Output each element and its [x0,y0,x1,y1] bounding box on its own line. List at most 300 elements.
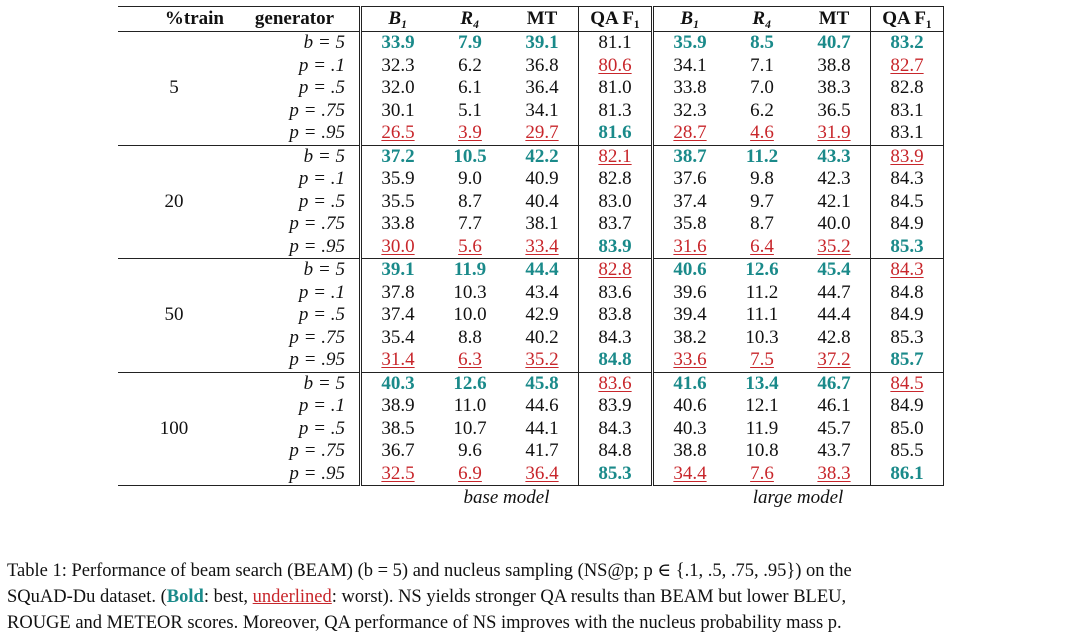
value-cell [653,213,727,236]
value-text: 84.9 [890,395,924,416]
value-text: 35.4 [381,326,415,348]
value-text: 38.8 [673,440,707,461]
value-text: 39.4 [673,304,707,325]
value-text: 38.5 [381,417,415,439]
col-header-mt-large: MT [798,7,871,32]
value-cell [726,327,798,350]
col-header-r4-base: R₄ [434,7,506,32]
generator-cell: p = .1 [230,282,361,305]
value-text: 43.4 [525,281,559,303]
value-cell [871,282,944,305]
value-cell [579,32,653,55]
value-text: 82.8 [598,259,632,280]
value-cell [871,372,944,395]
train-percent-cell: 50 [164,304,184,325]
value-cell [506,349,579,372]
table-row [118,122,944,145]
value-text: 46.7 [817,372,851,394]
col-header-qa-base: QA F₁ [579,7,653,32]
value-text: 10.5 [453,145,487,167]
value-cell [798,372,871,395]
generator-cell: b = 5 [230,259,361,282]
value-cell [798,122,871,145]
value-cell [506,213,579,236]
value-text: 37.2 [817,349,851,370]
value-text: 42.3 [817,168,851,189]
value-text: 40.7 [817,32,851,53]
value-text: 33.6 [673,349,707,370]
value-cell [726,259,798,282]
value-text: 7.9 [458,32,482,53]
value-cell [434,122,506,145]
value-cell [579,145,653,168]
value-cell [653,463,727,486]
value-cell [726,77,798,100]
table-row [118,191,944,214]
generator-cell: p = .5 [230,191,361,214]
value-cell [579,191,653,214]
value-cell [653,236,727,259]
value-cell [871,463,944,486]
value-cell [579,259,653,282]
table-row [118,213,944,236]
col-header-qa-large: QA F₁ [871,7,944,32]
value-cell [871,327,944,350]
value-text: 40.6 [673,259,707,280]
value-cell [653,327,727,350]
value-text: 84.8 [598,440,632,461]
value-cell [361,327,435,350]
value-text: 80.6 [598,54,632,76]
value-cell [653,191,727,214]
value-cell [871,32,944,55]
value-cell [361,213,435,236]
value-cell [726,304,798,327]
value-text: 81.1 [598,32,632,53]
value-text: 83.1 [890,122,924,143]
value-text: 84.3 [890,168,924,189]
value-cell [798,32,871,55]
value-cell [434,372,506,395]
value-cell [361,440,435,463]
value-cell [579,372,653,395]
generator-cell: p = .75 [230,327,361,350]
table-caption [7,558,1073,636]
value-text: 33.4 [525,235,559,257]
value-text: 44.6 [525,395,559,416]
results-body [118,32,944,511]
value-cell [361,32,435,55]
value-cell [434,395,506,418]
value-cell [579,282,653,305]
generator-cell: p = .1 [230,168,361,191]
value-cell [361,100,435,123]
value-text: 3.9 [458,122,482,143]
value-text: 37.2 [381,145,415,167]
generator-cell: p = .75 [230,100,361,123]
value-text: 83.6 [598,372,632,394]
value-cell [726,349,798,372]
train-percent-cell: 5 [169,77,179,98]
value-text: 42.1 [817,190,851,212]
value-text: 36.8 [525,54,559,76]
value-text: 6.9 [458,462,482,484]
value-cell [434,145,506,168]
value-cell [506,440,579,463]
value-text: 38.2 [673,326,707,348]
value-text: 28.7 [673,122,707,143]
value-text: 7.1 [750,54,774,76]
results-table [118,6,944,510]
table-row [118,304,944,327]
value-text: 8.7 [750,213,774,234]
value-text: 5.6 [458,235,482,257]
value-cell [434,327,506,350]
value-text: 38.1 [525,213,559,234]
value-cell [361,55,435,78]
value-text: 40.3 [381,372,415,394]
header-row [118,7,944,32]
value-cell [871,304,944,327]
value-text: 33.9 [381,32,415,53]
train-percent-cell [118,122,230,145]
model-label-row [118,486,944,511]
table-row [118,327,944,350]
value-text: 11.9 [745,417,779,439]
value-cell [726,32,798,55]
value-cell [798,440,871,463]
value-cell [871,55,944,78]
value-text: 46.1 [817,395,851,416]
value-cell [579,418,653,441]
train-percent-cell [118,236,230,259]
train-percent-cell [118,145,230,168]
value-text: 40.0 [817,213,851,234]
value-text: 45.8 [525,372,559,394]
value-text: 38.7 [673,145,707,167]
value-cell [506,145,579,168]
value-text: 81.0 [598,77,632,98]
value-cell [579,213,653,236]
value-text: 82.8 [890,77,924,98]
value-text: 9.0 [458,168,482,189]
value-text: 37.4 [381,304,415,325]
train-percent-cell [118,349,230,372]
value-text: 45.4 [817,259,851,280]
caption-text: : best, [203,587,253,607]
train-percent-cell [118,32,230,55]
value-cell [361,304,435,327]
table-row [118,77,944,100]
value-cell [871,213,944,236]
value-cell [579,304,653,327]
value-text: 35.2 [817,235,851,257]
value-cell [506,168,579,191]
value-cell [798,395,871,418]
value-text: 35.9 [673,32,707,53]
value-cell [653,304,727,327]
value-cell [506,372,579,395]
value-text: 8.8 [458,326,482,348]
generator-cell: p = .5 [230,304,361,327]
value-text: 86.1 [890,462,924,484]
value-cell [798,191,871,214]
caption-text: ) (b = 5) and nucleus sampling ( [346,561,584,581]
value-cell [726,282,798,305]
value-cell [726,418,798,441]
value-cell [579,236,653,259]
value-text: 12.1 [745,395,779,416]
value-cell [726,213,798,236]
value-text: 36.7 [381,440,415,461]
table-row [118,259,944,282]
value-text: 40.6 [673,395,707,416]
value-cell [506,77,579,100]
generator-cell: p = .95 [230,463,361,486]
value-text: 84.9 [890,213,924,234]
value-text: 84.3 [890,259,924,280]
table-row [118,32,944,55]
value-text: 84.9 [890,304,924,325]
value-text: 10.8 [745,440,779,461]
value-text: 40.2 [525,326,559,348]
value-text: 40.4 [525,190,559,212]
value-cell [506,327,579,350]
value-text: 6.4 [750,235,774,257]
value-cell [434,440,506,463]
value-cell [361,145,435,168]
generator-cell: b = 5 [230,32,361,55]
value-text: 11.2 [745,145,779,167]
blank-cell [118,486,230,511]
value-text: 43.3 [817,145,851,167]
value-text: 38.8 [817,54,851,76]
value-text: 35.8 [673,213,707,234]
value-text: 13.4 [745,372,779,394]
value-cell [653,259,727,282]
train-percent-cell [118,55,230,78]
value-text: 11.0 [453,395,487,416]
value-cell [434,304,506,327]
value-cell [434,349,506,372]
value-cell [434,191,506,214]
value-cell [726,395,798,418]
train-percent-cell [118,259,230,282]
value-cell [653,395,727,418]
value-cell [506,122,579,145]
value-text: 83.8 [598,304,632,325]
value-text: 39.1 [525,32,559,53]
value-cell [579,395,653,418]
value-cell [653,168,727,191]
value-cell [434,32,506,55]
table-row [118,418,944,441]
value-text: 35.5 [381,190,415,212]
value-text: 84.3 [598,417,632,439]
generator-cell: p = .5 [230,418,361,441]
value-text: 30.0 [381,235,415,257]
col-header-mt-base: MT [506,7,579,32]
generator-cell: p = .95 [230,122,361,145]
generator-cell: p = .5 [230,77,361,100]
value-cell [798,55,871,78]
value-text: 10.3 [453,281,487,303]
value-cell [434,168,506,191]
value-text: 44.4 [817,304,851,325]
value-cell [506,236,579,259]
caption-text: @p; p ∈ {.1, .5, .75, .95}) on the [607,561,852,581]
value-cell [579,55,653,78]
value-text: 5.1 [458,99,482,121]
value-text: 38.3 [817,462,851,484]
value-text: 36.4 [525,462,559,484]
value-cell [361,463,435,486]
value-cell [653,418,727,441]
value-text: 84.3 [598,326,632,348]
value-cell [653,100,727,123]
value-cell [434,213,506,236]
value-cell [434,77,506,100]
value-text: 31.6 [673,235,707,257]
value-cell [361,191,435,214]
value-cell [653,372,727,395]
value-cell [653,55,727,78]
value-text: 32.3 [381,54,415,76]
value-cell [579,349,653,372]
value-cell [361,372,435,395]
value-cell [726,168,798,191]
value-text: 85.0 [890,417,924,439]
value-text: 42.9 [525,304,559,325]
caption-text: ROUGE and METEOR scores. Moreover, QA performance of NS improves with the nucleus probability mass p. [7,613,842,633]
value-text: 85.3 [890,235,924,257]
value-cell [871,77,944,100]
value-cell [726,145,798,168]
value-cell [579,168,653,191]
value-cell [434,418,506,441]
value-cell [361,259,435,282]
value-text: 6.2 [458,54,482,76]
value-text: 37.4 [673,190,707,212]
value-text: 26.5 [381,122,415,143]
col-header-b1-base: B₁ [361,7,435,32]
value-cell [506,304,579,327]
value-cell [579,440,653,463]
train-percent-cell [118,282,230,305]
value-text: 37.6 [673,168,707,189]
value-cell [361,236,435,259]
train-percent-cell [118,327,230,350]
value-text: 11.1 [745,304,779,325]
value-text: 42.2 [525,145,559,167]
value-text: 85.3 [890,326,924,348]
value-cell [871,100,944,123]
value-text: 11.9 [453,259,487,280]
value-text: 31.9 [817,122,851,143]
table-row [118,145,944,168]
value-cell [871,418,944,441]
value-text: 33.8 [381,213,415,234]
value-cell [726,191,798,214]
value-cell [506,463,579,486]
generator-cell: p = .95 [230,236,361,259]
value-text: 82.7 [890,54,924,76]
table-row [118,282,944,305]
value-text: 38.9 [381,395,415,416]
train-percent-cell: 20 [164,190,184,212]
value-text: 83.2 [890,32,924,53]
value-cell [506,418,579,441]
value-text: 12.6 [453,372,487,394]
value-text: 7.0 [750,77,774,98]
value-text: 82.1 [598,145,632,167]
table-row [118,395,944,418]
train-percent-cell [118,395,230,418]
value-text: 84.8 [598,349,632,370]
value-cell [798,327,871,350]
value-text: 9.8 [750,168,774,189]
value-cell [798,145,871,168]
generator-cell: p = .95 [230,349,361,372]
value-cell [653,440,727,463]
value-cell [871,236,944,259]
caption-beam: BEAM [293,561,347,581]
value-cell [434,55,506,78]
value-text: 81.3 [598,99,632,121]
value-cell [434,100,506,123]
value-text: 7.6 [750,462,774,484]
value-text: 44.1 [525,417,559,439]
value-cell [726,122,798,145]
train-percent-cell [118,372,230,395]
value-text: 83.7 [598,213,632,234]
value-text: 83.1 [890,99,924,121]
caption-ns: NS [583,561,608,581]
value-text: 82.8 [598,168,632,189]
table-row [118,236,944,259]
value-cell [798,349,871,372]
value-cell [726,236,798,259]
value-text: 38.3 [817,77,851,98]
table-row [118,440,944,463]
caption-text: Table 1: Performance of beam search ( [7,561,294,581]
value-text: 11.2 [745,281,779,303]
caption-bold-legend: Bold [166,587,204,607]
value-text: 83.9 [598,235,632,257]
value-cell [653,145,727,168]
value-cell [871,168,944,191]
value-cell [361,168,435,191]
value-cell [579,327,653,350]
value-cell [361,395,435,418]
train-percent-cell [118,100,230,123]
value-cell [506,100,579,123]
value-text: 9.6 [458,440,482,461]
train-percent-cell: 100 [159,417,189,439]
table-row [118,372,944,395]
value-cell [579,100,653,123]
value-cell [361,77,435,100]
value-cell [871,395,944,418]
value-cell [798,77,871,100]
caption-text: SQuAD-Du dataset. ( [7,587,167,607]
value-text: 84.8 [890,281,924,303]
value-text: 83.6 [598,281,632,303]
value-text: 10.7 [453,417,487,439]
generator-cell: p = .1 [230,395,361,418]
value-cell [434,463,506,486]
value-text: 6.3 [458,349,482,370]
